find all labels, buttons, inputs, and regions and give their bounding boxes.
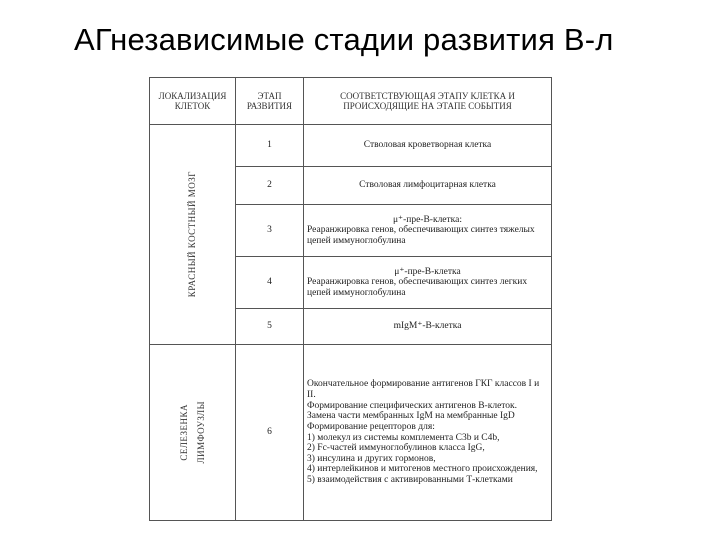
stage-cell-heading: μ⁺-пре-В-клетка: [392,214,463,225]
stage-cell-text: Реаранжировка генов, обеспечивающих синтез легких цепей иммуноглобулина [307,277,528,298]
stage-description: mIgM⁺-В-клетка [304,309,552,345]
table-header-row [150,78,552,125]
stages-table [149,77,552,521]
stage-line: 5) взаимодействия с активированными Т-клетками [307,475,513,485]
stage-description [304,205,552,257]
header-cell: СООТВЕТСТВУЮЩАЯ ЭТАПУ КЛЕТКА И ПРОИСХОДЯЩИЕ НА ЭТАПЕ СОБЫТИЯ [304,78,552,125]
stage-description [304,257,552,309]
stage-number: 3 [236,205,304,257]
location-spleen-label: СЕЛЕЗЕНКА [179,404,190,461]
stage-cell-heading: μ⁺-пре-В-клетка [394,266,461,277]
stage-line: Формирование рецепторов для: [307,421,435,432]
location-spleen-lymph [150,345,236,521]
stage-number: 5 [236,309,304,345]
stage-number: 1 [236,125,304,167]
stage-number: 6 [236,345,304,521]
stage-line: 2) Fc-частей иммуноглобулинов класса IgG, [307,443,485,454]
stage-line: 1) молекул из системы комплемента С3b и С4b, [307,432,500,443]
stage-number: 4 [236,257,304,309]
location-bone-marrow [150,125,236,345]
stage-line: 4) интерлейкинов и митогенов местного происхождения, [307,464,538,475]
table-row [150,125,552,167]
stage-line: Замена части мембранных IgM на мембранные IgD [307,411,515,422]
location-bone-marrow-label: КРАСНЫЙ КОСТНЫЙ МОЗГ [187,171,198,298]
stage-description: Стволовая кроветворная клетка [304,125,552,167]
stage-line: Окончательное формирование антигенов ГКГ классов I и II. [307,379,540,400]
stage-description: Стволовая лимфоцитарная клетка [304,167,552,205]
stage-number: 2 [236,167,304,205]
stage-line: 3) инсулина и других гормонов, [307,453,436,464]
slide-title: АГнезависимые стадии развития В-л [74,22,614,57]
stage-line: Формирование специфических антигенов В-клеток. [307,400,518,411]
header-stage: ЭТАП РАЗВИТИЯ [236,78,304,125]
stage-description [304,345,552,521]
location-lymph-label: ЛИМФОУЗЛЫ [195,401,206,464]
stage-cell-text: Реаранжировка генов, обеспечивающих синтез тяжелых цепей иммуноглобулина [307,225,535,246]
table-row [150,345,552,521]
header-localization: ЛОКАЛИЗАЦИЯ КЛЕТОК [150,78,236,125]
